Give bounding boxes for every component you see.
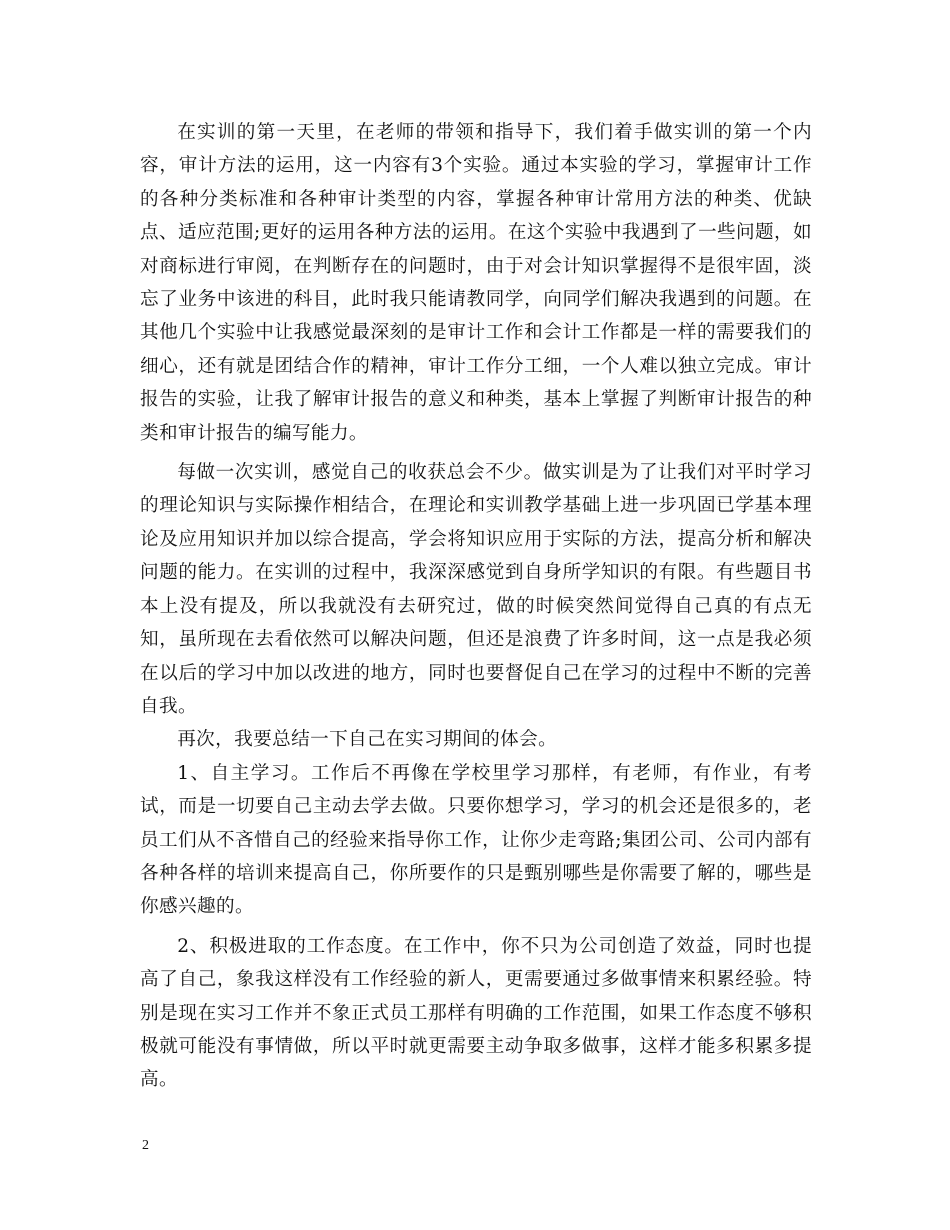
body-text xyxy=(140,116,812,1097)
paragraph-self-learning: 1、自主学习。工作后不再像在学校里学习那样，有老师，有作业，有考试，而是一切要自己主动去学去做。只要你想学习，学习的机会还是很多的，老员工们从不吝惜自己的经验来指导你工作，让你少走弯路;集团公司、公司内部有各种各样的培训来提高自己，你所要作的只是甄别哪些是你需要了解的，哪些是你感兴趣的。 xyxy=(140,762,812,918)
paragraph-training-gains: 每做一次实训，感觉自己的收获总会不少。做实训是为了让我们对平时学习的理论知识与实际操作相结合，在理论和实训教学基础上进一步巩固已学基本理论及应用知识并加以综合提高，学会将知识应用于实际的方法，提高分析和解决问题的能力。在实训的过程中，我深深感觉到自身所学知识的有限。有些题目书本上没有提及，所以我就没有去研究过，做的时候突然间觉得自己真的有点无知，虽所现在去看依然可以解决问题，但还是浪费了许多时间，这一点是我必须在以后的学习中加以改进的地方，同时也要督促自己在学习的过程中不断的完善自我。 xyxy=(140,462,812,717)
paragraph-internship-first-day: 在实训的第一天里，在老师的带领和指导下，我们着手做实训的第一个内容，审计方法的运用，这一内容有3个实验。通过本实验的学习，掌握审计工作的各种分类标准和各种审计类型的内容，掌握各种审计常用方法的种类、优缺点、适应范围;更好的运用各种方法的运用。在这个实验中我遇到了一些问题，如对商标进行审阅，在判断存在的问题时，由于对会计知识掌握得不是很牢固，淡忘了业务中该进的科目，此时我只能请教同学，向同学们解决我遇到的问题。在其他几个实验中让我感觉最深刻的是审计工作和会计工作都是一样的需要我们的细心，还有就是团结合作的精神，审计工作分工细，一个人难以独立完成。审计报告的实验，让我了解审计报告的意义和种类，基本上掌握了判断审计报告的种类和审计报告的编写能力。 xyxy=(140,122,812,444)
page-number: 2 xyxy=(142,1138,149,1153)
paragraph-summary-intro: 再次，我要总结一下自己在实习期间的体会。 xyxy=(177,729,558,751)
paragraph-proactive-attitude: 2、积极进取的工作态度。在工作中，你不只为公司创造了效益，同时也提高了自己，象我这样没有工作经验的新人，更需要通过多做事情来积累经验。特别是现在实习工作并不象正式员工那样有明确的工作范围，如果工作态度不够积极就可能没有事情做，所以平时就更需要主动争取多做事，这样才能多积累多提高。 xyxy=(140,935,812,1091)
